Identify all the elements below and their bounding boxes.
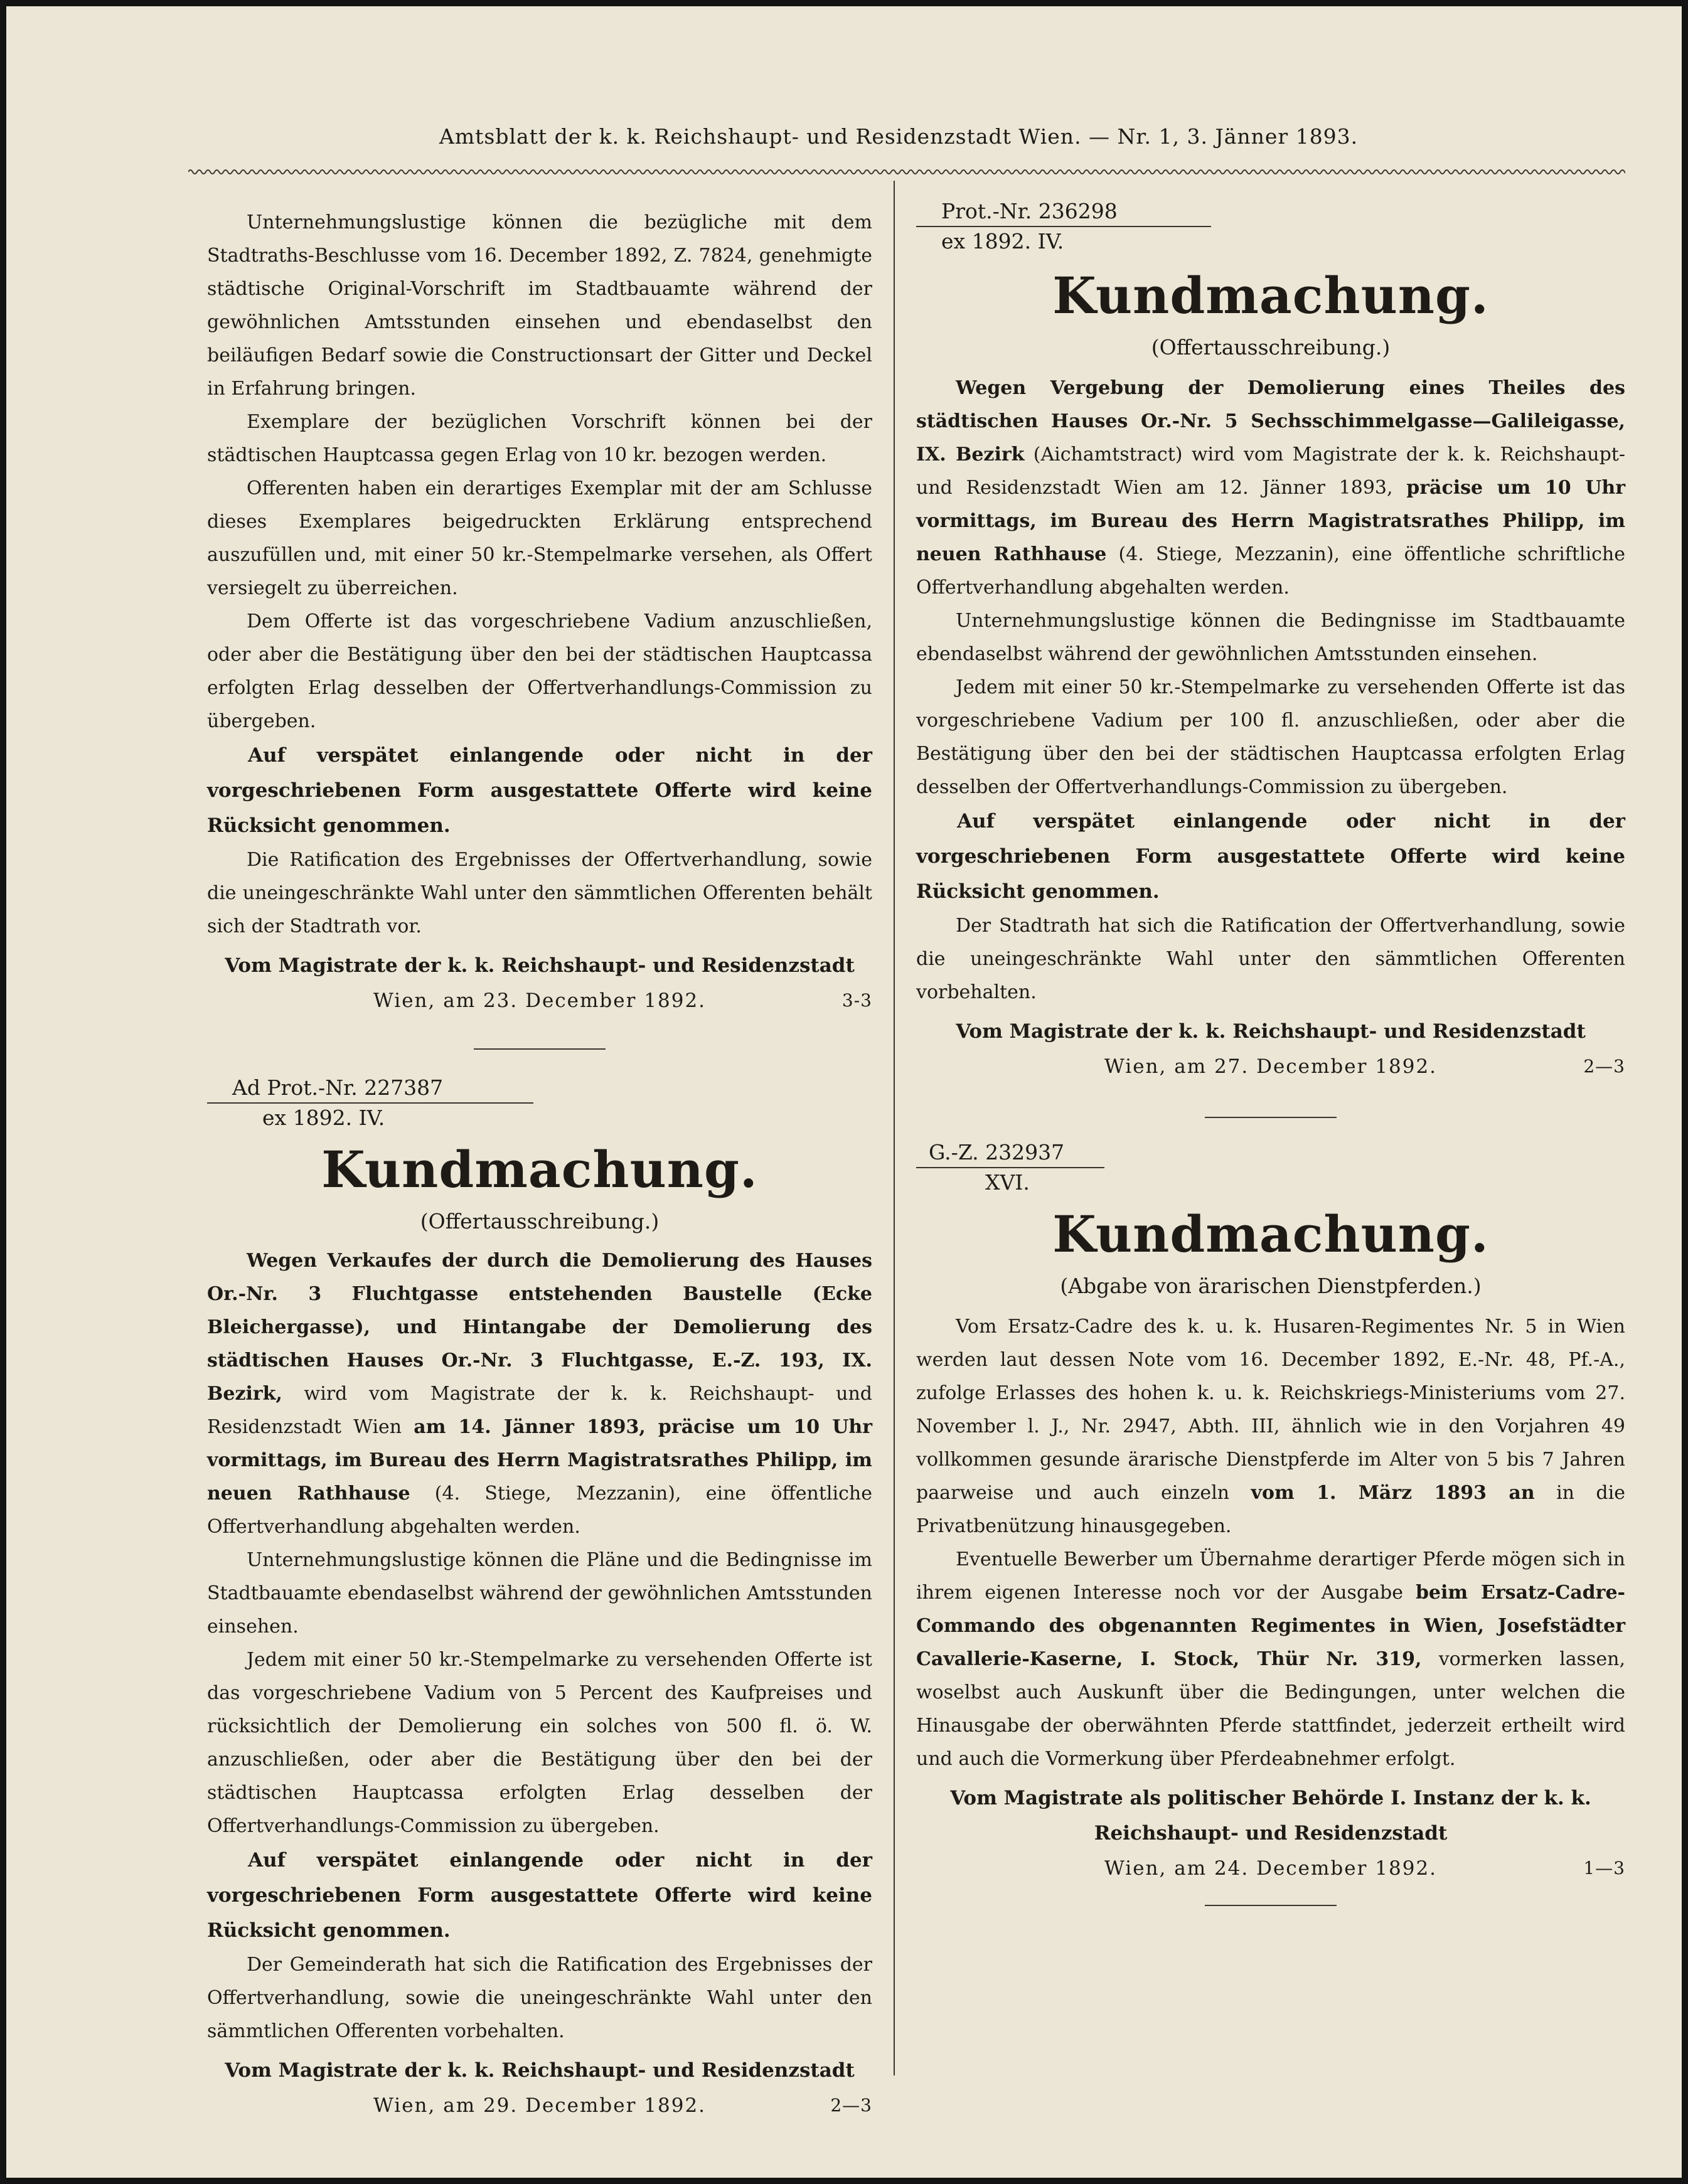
paragraph: Unternehmungslustige können die Bedingnisse im Stadtbauamte ebendaselbst während der gewöhnlichen Amtsstunden einsehen.: [916, 610, 1625, 665]
issuer: Vom Magistrate der k. k. Reichshaupt- und Residenzstadt: [225, 954, 855, 977]
paragraph: [916, 1310, 1625, 1543]
paragraph: [916, 1543, 1625, 1776]
intro-end: (4. Stiege, Mezzanin), eine öffentliche Offertverhandlung abgehalten werden.: [207, 1483, 872, 1538]
continued-notice: [207, 206, 872, 1018]
right-column: [916, 198, 1625, 1906]
dateline: [207, 983, 872, 1018]
dateline: [916, 1851, 1625, 1886]
para-bold: vom 1. März 1893 an: [1251, 1482, 1535, 1504]
protocol-number: Prot.-Nr. 236298: [941, 199, 1118, 223]
intro-bold: Wegen Verkaufes der durch die Demolierung des Hauses Or.-Nr. 3 Fluchtgasse entstehenden Baustelle (Ecke Bleichergasse), und Hintangabe der Demolierung des städtischen Hauses Or.-Nr. 3 Fluchtgasse, E.-Z. 193, IX. Bezirk,: [207, 1250, 872, 1405]
para-bold: beim Ersatz-Cadre-Commando des obgenannten Regimentes in Wien, Josefstädter Cavallerie-Kaserne, I. Stock, Thür Nr. 319,: [916, 1582, 1625, 1670]
protocol-rule: [916, 1167, 1104, 1168]
protocol-number: G.-Z. 232937: [929, 1140, 1065, 1164]
paragraph: Offerenten haben ein derartiges Exemplar mit der am Schlusse dieses Exemplares beigedruckten Erklärung entsprechend auszufüllen und, mit einer 50 kr.-Stempelmarke versehen, als Offert versiegelt zu überreichen.: [207, 477, 872, 599]
protocol-number: Ad Prot.-Nr. 227387: [232, 1075, 444, 1100]
paragraph: Jedem mit einer 50 kr.-Stempelmarke zu versehenden Offerte ist das vorgeschriebene Vadium per 100 fl. anzuschließen, oder aber die Bestätigung über den bei der städtischen Hauptcassa erfolgten Erlag desselben der Offertverhandlungs-Commission zu übergeben.: [916, 676, 1625, 798]
paragraph: Unternehmungslustige können die bezügliche mit dem Stadtraths-Beschlusse vom 16. December 1892, Z. 7824, genehmigte städtische Original-Vorschrift im Stadtbauamte während der gewöhnlichen Amtsstunden einsehen und ebendaselbst den beiläufigen Bedarf sowie die Constructionsart der Gitter und Deckel in Erfahrung bringen.: [207, 211, 872, 400]
paragraph: Dem Offerte ist das vorgeschriebene Vadium anzuschließen, oder aber die Bestätigung über den bei der städtischen Hauptcassa erfolgten Erlag desselben der Offertverhandlungs-Commission zu übergeben.: [207, 610, 872, 732]
bold-notice: Auf verspätet einlangende oder nicht in der vorgeschriebenen Form ausgestattete Offerte wird keine Rücksicht genommen.: [207, 1849, 872, 1942]
protocol-year: ex 1892. IV.: [941, 229, 1064, 253]
intro-bold: Wegen Vergebung der Demolierung eines Theiles des städtischen Hauses Or.-Nr. 5 Sechsschimmelgasse—Galileigasse, IX. Bezirk: [916, 377, 1625, 466]
dateline-text: Wien, am 29. December 1892.: [373, 2094, 707, 2117]
dateline-text: Wien, am 23. December 1892.: [373, 989, 707, 1012]
issuer-line-2: Reichshaupt- und Residenzstadt: [1094, 1822, 1448, 1845]
insertion-mark: 1—3: [1583, 1858, 1625, 1878]
intro-paragraph: [916, 371, 1625, 604]
paragraph: Unternehmungslustige können die Pläne und die Bedingnisse im Stadtbauamte ebendaselbst während der gewöhnlichen Amtsstunden einsehen.: [207, 1549, 872, 1638]
intro-text: (Aichamtstract) wird vom Magistrate der k. k. Reichshaupt- und Residenzstadt Wien am 12. Jänner 1893,: [916, 444, 1625, 499]
para-end: in die Privatbenützung hinausgegeben.: [916, 1482, 1625, 1537]
closing-paragraph: Der Stadtrath hat sich die Ratification der Offertverhandlung, sowie die uneingeschränkte Wahl unter den sämmtlichen Offerenten vorbehalten.: [916, 915, 1625, 1003]
protocol-rule: [207, 1102, 533, 1104]
separator-rule: [1205, 1905, 1337, 1906]
issuer: Vom Magistrate der k. k. Reichshaupt- und Residenzstadt: [956, 1020, 1586, 1043]
dateline: [207, 2088, 872, 2123]
bold-notice: Auf verspätet einlangende oder nicht in der vorgeschriebenen Form ausgestattete Offerte wird keine Rücksicht genommen.: [207, 744, 872, 837]
notice-subheading: (Offertausschreibung.): [1151, 335, 1391, 360]
insertion-mark: 3-3: [841, 990, 872, 1011]
paragraph: Jedem mit einer 50 kr.-Stempelmarke zu versehenden Offerte ist das vorgeschriebene Vadium von 5 Percent des Kaufpreises und rücksichtlich der Demolierung ein solches von 500 fl. ö. W. anzuschließen, oder aber die Bestätigung über den bei der städtischen Hauptcassa erfolgten Erlag desselben der Offertverhandlungs-Commission zu übergeben.: [207, 1649, 872, 1837]
notice-sechsschimmelgasse: [916, 198, 1625, 1084]
dateline: [916, 1049, 1625, 1084]
notice-fluchtgasse: [207, 1075, 872, 2123]
para-text: Eventuelle Bewerber um Übernahme derartiger Pferde mögen sich in ihrem eigenen Interesse noch vor der Ausgabe: [916, 1548, 1625, 1604]
intro-paragraph: [207, 1244, 872, 1543]
para-text: Vom Ersatz-Cadre des k. u. k. Husaren-Regimentes Nr. 5 in Wien werden laut dessen Note vom 16. December 1892, E.-Nr. 48, Pf.-A., zufolge Erlasses des hohen k. u. k. Reichskriegs-Ministeriums vom 27. November l. J., Nr. 2947, Abth. III, ähnlich wie in den Vorjahren 49 vollkommen gesunde ärarische Dienstpferde im Alter von 5 bis 7 Jahren paarweise und auch einzeln: [916, 1316, 1625, 1504]
insertion-mark: 2—3: [830, 2095, 872, 2116]
column-divider: [894, 181, 895, 2075]
notice-subheading: (Abgabe von ärarischen Dienstpferden.): [1060, 1274, 1482, 1298]
notice-subheading: (Offertausschreibung.): [420, 1209, 660, 1233]
dateline-text: Wien, am 24. December 1892.: [1104, 1857, 1438, 1880]
notice-heading: Kundmachung.: [1052, 266, 1489, 325]
running-head: Amtsblatt der k. k. Reichshaupt- und Residenzstadt Wien. — Nr. 1, 3. Jänner 1893.: [439, 124, 1359, 149]
wavy-header-rule: [188, 167, 1625, 177]
protocol-rule: [916, 226, 1211, 227]
insertion-mark: 2—3: [1583, 1056, 1625, 1077]
protocol-year: XVI.: [985, 1170, 1030, 1195]
bold-notice: Auf verspätet einlangende oder nicht in der vorgeschriebenen Form ausgestattete Offerte wird keine Rücksicht genommen.: [916, 810, 1625, 903]
issuer: Vom Magistrate der k. k. Reichshaupt- und Residenzstadt: [225, 2059, 855, 2082]
intro-end: (4. Stiege, Mezzanin), eine öffentliche schriftliche Offertverhandlung abgehalten werden.: [916, 543, 1625, 599]
intro-text: wird vom Magistrate der k. k. Reichshaupt- und Residenzstadt Wien: [207, 1383, 872, 1438]
para-end: vormerken lassen, woselbst auch Auskunft über die Bedingungen, unter welchen die Hinausgabe der oberwähnten Pferde stattfindet, jederzeit ertheilt wird und auch die Vormerkung über Pferdeabnehmer erfolgt.: [916, 1648, 1625, 1770]
notice-heading: Kundmachung.: [321, 1140, 758, 1199]
intro-bold-date: am 14. Jänner 1893, präcise um 10 Uhr vormittags, im Bureau des Herrn Magistratsrathes Philipp, im neuen Rathhause: [207, 1416, 873, 1505]
dateline-text: Wien, am 27. December 1892.: [1104, 1055, 1438, 1078]
separator-rule: [474, 1048, 606, 1050]
protocol-year: ex 1892. IV.: [262, 1105, 385, 1130]
left-column: [207, 206, 872, 2123]
closing-paragraph: Die Ratification des Ergebnisses der Offertverhandlung, sowie die uneingeschränkte Wahl unter den sämmtlichen Offerenten behält sich der Stadtrath vor.: [207, 849, 872, 937]
separator-rule: [1205, 1117, 1337, 1118]
notice-heading: Kundmachung.: [1052, 1205, 1489, 1264]
paragraph: Exemplare der bezüglichen Vorschrift können bei der städtischen Hauptcassa gegen Erlag von 10 kr. bezogen werden.: [207, 411, 872, 466]
notice-dienstpferde: [916, 1139, 1625, 1906]
closing-paragraph: Der Gemeinderath hat sich die Ratification des Ergebnisses der Offertverhandlung, sowie die uneingeschränkte Wahl unter den sämmtlichen Offerenten vorbehalten.: [207, 1954, 872, 2042]
intro-bold-date: präcise um 10 Uhr vormittags, im Bureau des Herrn Magistratsrathes Philipp, im neuen Rathhause: [916, 477, 1626, 565]
issuer: Vom Magistrate als politischer Behörde I. Instanz der k. k.: [950, 1787, 1591, 1809]
